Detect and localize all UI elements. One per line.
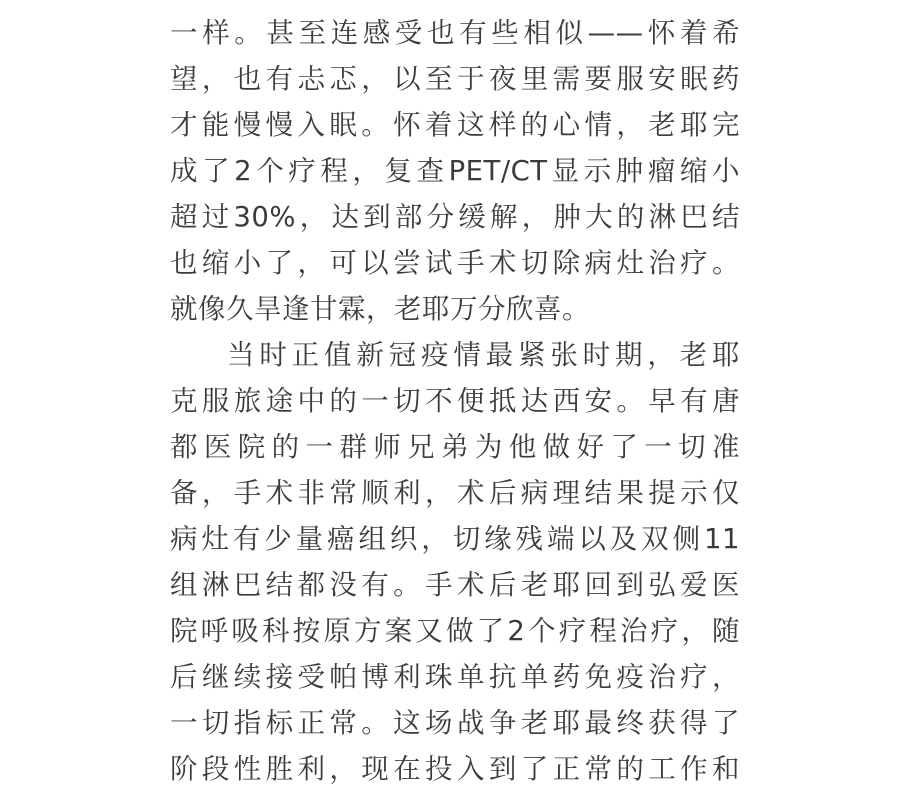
article-body	[170, 10, 740, 792]
text-line-indented	[170, 332, 740, 378]
text-line: 病灶有少量癌组织，切缘残端以及双侧11	[170, 523, 740, 555]
text-line: 都医院的一群师兄弟为他做好了一切准	[170, 431, 740, 463]
text-line: 成了2个疗程，复查PET/CT显示肿瘤缩小	[170, 155, 740, 187]
text-line: 才能慢慢入眠。怀着这样的心情，老耶完	[170, 109, 740, 141]
paragraph	[170, 10, 740, 332]
text-line: 克服旅途中的一切不便抵达西安。早有唐	[170, 385, 740, 417]
text-line: 院呼吸科按原方案又做了2个疗程治疗，随	[170, 615, 740, 647]
text-line: 组淋巴结都没有。手术后老耶回到弘爱医	[170, 569, 740, 601]
paragraph	[170, 332, 740, 792]
text-line: 阶段性胜利，现在投入到了正常的工作和	[170, 753, 740, 785]
text-line: 备，手术非常顺利，术后病理结果提示仅	[170, 477, 740, 509]
text-line: 望，也有忐忑，以至于夜里需要服安眠药	[170, 63, 740, 95]
text-line: 一切指标正常。这场战争老耶最终获得了	[170, 707, 740, 739]
text-line: 超过30%，达到部分缓解，肿大的淋巴结	[170, 201, 740, 233]
text-line: 一样。甚至连感受也有些相似——怀着希	[170, 17, 740, 49]
text-line: 后继续接受帕博利珠单抗单药免疫治疗，	[170, 661, 740, 693]
paragraph-indent	[170, 332, 227, 378]
text-line: 就像久旱逢甘霖，老耶万分欣喜。	[170, 293, 590, 325]
text-line-content: 当时正值新冠疫情最紧张时期，老耶	[227, 339, 740, 371]
text-line: 也缩小了，可以尝试手术切除病灶治疗。	[170, 247, 740, 279]
